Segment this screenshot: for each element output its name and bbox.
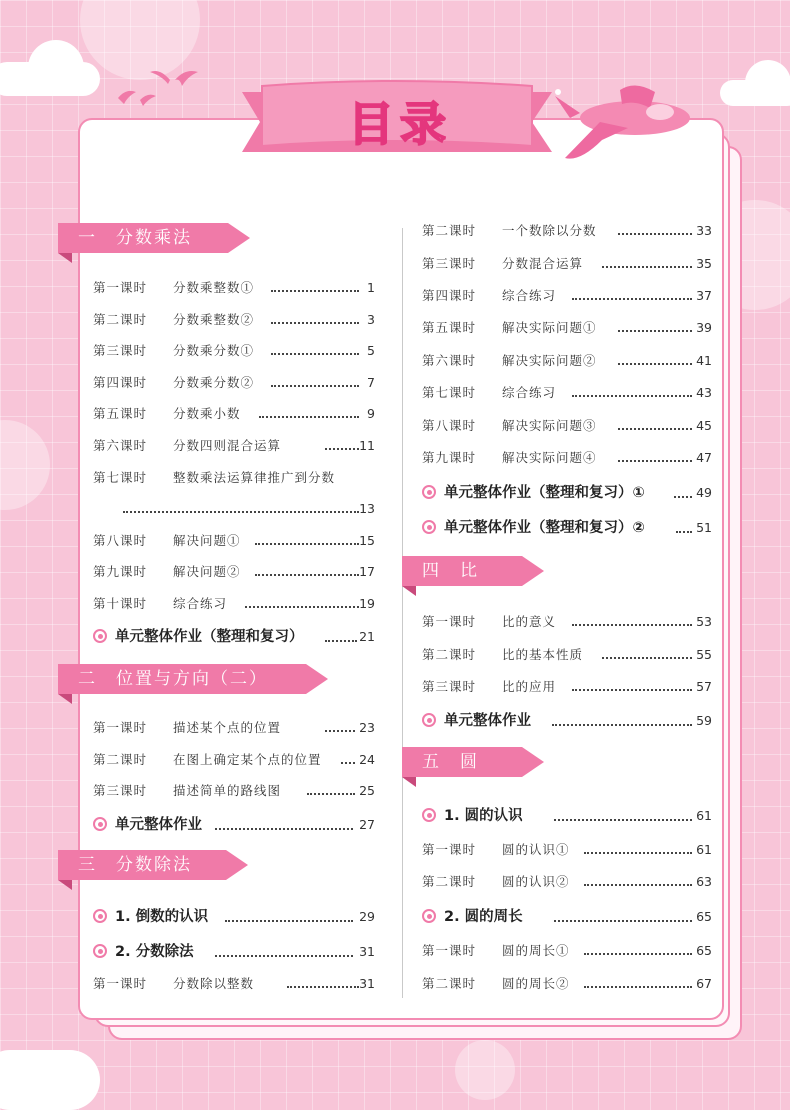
lesson-number: 第一课时 [93, 976, 148, 991]
circle-bullet-icon [93, 909, 107, 923]
circle-bullet-icon [93, 944, 107, 958]
lesson-topic: 综合练习 [173, 596, 228, 611]
lesson-topic: 分数乘分数① [173, 343, 255, 358]
page-number: 43 [696, 385, 712, 400]
subsection-entry[interactable] [422, 906, 712, 928]
section-title: 四 比 [422, 561, 479, 581]
lesson-topic: 描述简单的路线图 [173, 783, 282, 798]
page-number: 11 [359, 438, 375, 453]
page-title: 目录 [348, 97, 452, 151]
section-header [58, 223, 248, 253]
subsection-title: 1. 倒数的认识 [115, 909, 209, 925]
lesson-topic: 整数乘法运算律推广到分数 [173, 470, 336, 485]
section-title: 二 位置与方向（二） [78, 669, 268, 689]
lesson-topic: 综合练习 [502, 385, 557, 400]
lesson-number: 第二课时 [422, 874, 477, 889]
lesson-topic: 比的意义 [502, 614, 557, 629]
page-number: 51 [696, 520, 712, 535]
subsection-title: 2. 圆的周长 [444, 909, 523, 925]
page-number: 37 [696, 288, 712, 303]
unit-work-entry[interactable] [422, 710, 712, 732]
lesson-topic: 解决问题① [173, 533, 241, 548]
page-number: 17 [359, 564, 375, 579]
lesson-number: 第七课时 [422, 385, 477, 400]
lesson-topic: 解决实际问题④ [502, 450, 597, 465]
lesson-topic: 比的基本性质 [502, 647, 584, 662]
subsection-title: 1. 圆的认识 [444, 808, 523, 824]
lesson-number: 第二课时 [422, 223, 477, 238]
toc-entry[interactable] [422, 318, 712, 338]
page-number: 31 [359, 976, 375, 991]
page-number: 19 [359, 596, 375, 611]
subsection-entry[interactable] [422, 805, 712, 827]
lesson-topic: 一个数除以分数 [502, 223, 597, 238]
toc-entry[interactable] [422, 872, 712, 892]
toc-entry[interactable] [93, 750, 375, 770]
lesson-topic: 综合练习 [502, 288, 557, 303]
lesson-number: 第一课时 [422, 842, 477, 857]
toc-entry[interactable] [93, 310, 375, 330]
toc-entry[interactable] [93, 531, 375, 551]
lesson-topic: 解决实际问题② [502, 353, 597, 368]
airplane-icon [540, 78, 700, 168]
toc-entry[interactable] [93, 404, 375, 424]
circle-bullet-icon [422, 520, 436, 534]
lesson-topic: 描述某个点的位置 [173, 720, 282, 735]
lesson-topic: 分数混合运算 [502, 256, 584, 271]
page-number: 67 [696, 976, 712, 991]
section-header [402, 747, 552, 777]
lesson-number: 第二课时 [422, 976, 477, 991]
toc-entry[interactable] [422, 612, 712, 632]
page-number: 65 [696, 909, 712, 924]
lesson-topic: 解决问题② [173, 564, 241, 579]
page-number: 25 [359, 783, 375, 798]
toc-entry[interactable] [422, 383, 712, 403]
circle-bullet-icon [422, 485, 436, 499]
lesson-topic: 圆的周长② [502, 976, 570, 991]
circle-bullet-icon [422, 713, 436, 727]
page-number: 3 [367, 312, 375, 327]
lesson-topic: 在图上确定某个点的位置 [173, 752, 322, 767]
cloud-decor [28, 40, 84, 96]
lesson-number: 第一课时 [422, 614, 477, 629]
page-number: 23 [359, 720, 375, 735]
toc-entry-continued[interactable] [93, 499, 375, 519]
section-title: 五 圆 [422, 752, 479, 772]
toc-entry[interactable] [422, 221, 712, 241]
lesson-number: 第五课时 [93, 406, 148, 421]
toc-entry[interactable] [422, 254, 712, 274]
lesson-number: 第三课时 [422, 256, 477, 271]
toc-entry[interactable] [93, 781, 375, 801]
lesson-topic: 解决实际问题① [502, 320, 597, 335]
cloud-decor [0, 1050, 100, 1110]
unit-title: 单元整体作业（整理和复习）② [444, 520, 645, 536]
lesson-number: 第八课时 [93, 533, 148, 548]
toc-entry[interactable] [422, 677, 712, 697]
page-number: 55 [696, 647, 712, 662]
toc-entry[interactable] [93, 974, 375, 994]
page-number: 9 [367, 406, 375, 421]
lesson-number: 第十课时 [93, 596, 148, 611]
page-number: 49 [696, 485, 712, 500]
lesson-topic: 分数乘分数② [173, 375, 255, 390]
toc-entry[interactable] [93, 341, 375, 361]
page-number: 45 [696, 418, 712, 433]
toc-entry[interactable] [422, 286, 712, 306]
lesson-number: 第二课时 [93, 752, 148, 767]
page-number: 33 [696, 223, 712, 238]
page-number: 61 [696, 842, 712, 857]
lesson-topic: 比的应用 [502, 679, 557, 694]
lesson-number: 第八课时 [422, 418, 477, 433]
column-divider [402, 228, 403, 998]
lesson-topic: 圆的认识① [502, 842, 570, 857]
page-number: 59 [696, 713, 712, 728]
page-number: 29 [359, 909, 375, 924]
section-header [58, 664, 328, 694]
page-number: 27 [359, 817, 375, 832]
page-number: 39 [696, 320, 712, 335]
lesson-number: 第三课时 [93, 783, 148, 798]
unit-work-entry[interactable] [422, 482, 712, 504]
lesson-number: 第一课时 [93, 280, 148, 295]
page-number: 31 [359, 944, 375, 959]
unit-title: 单元整体作业 [444, 713, 531, 729]
page-number: 1 [367, 280, 375, 295]
toc-entry[interactable] [93, 562, 375, 582]
section-title: 三 分数除法 [78, 855, 192, 875]
lesson-number: 第五课时 [422, 320, 477, 335]
lesson-number: 第二课时 [422, 647, 477, 662]
lesson-number: 第二课时 [93, 312, 148, 327]
toc-entry[interactable] [93, 718, 375, 738]
circle-bullet-icon [422, 808, 436, 822]
page-number: 13 [359, 501, 375, 516]
lesson-number: 第四课时 [422, 288, 477, 303]
page-number: 21 [359, 629, 375, 644]
lesson-topic: 圆的认识② [502, 874, 570, 889]
lesson-topic: 分数四则混合运算 [173, 438, 282, 453]
lesson-number: 第四课时 [93, 375, 148, 390]
section-header [58, 850, 248, 880]
page-number: 24 [359, 752, 375, 767]
lesson-number: 第九课时 [422, 450, 477, 465]
cloud-decor [745, 60, 790, 106]
unit-title: 单元整体作业 [115, 817, 202, 833]
circle-bullet-icon [93, 629, 107, 643]
lesson-number: 第七课时 [93, 470, 148, 485]
page-number: 41 [696, 353, 712, 368]
toc-entry[interactable] [93, 278, 375, 298]
page-number: 57 [696, 679, 712, 694]
unit-work-entry[interactable] [93, 626, 375, 648]
toc-entry[interactable] [93, 468, 375, 488]
lesson-topic: 分数乘整数② [173, 312, 255, 327]
toc-entry[interactable] [422, 351, 712, 371]
page-number: 65 [696, 943, 712, 958]
toc-entry[interactable] [422, 840, 712, 860]
lesson-topic: 圆的周长① [502, 943, 570, 958]
page-number: 61 [696, 808, 712, 823]
page-number: 7 [367, 375, 375, 390]
subsection-entry[interactable] [93, 941, 375, 963]
page-number: 63 [696, 874, 712, 889]
section-title: 一 分数乘法 [78, 228, 192, 248]
page-number: 47 [696, 450, 712, 465]
toc-entry[interactable] [422, 645, 712, 665]
decor-bubble [0, 420, 50, 510]
decor-bubble [455, 1040, 515, 1100]
lesson-topic: 分数除以整数 [173, 976, 255, 991]
lesson-number: 第六课时 [422, 353, 477, 368]
page-number: 53 [696, 614, 712, 629]
lesson-number: 第六课时 [93, 438, 148, 453]
toc-entry[interactable] [422, 416, 712, 436]
toc-entry[interactable] [93, 436, 375, 456]
lesson-number: 第一课时 [422, 943, 477, 958]
lesson-number: 第三课时 [422, 679, 477, 694]
unit-title: 单元整体作业（整理和复习） [115, 629, 304, 645]
toc-entry[interactable] [93, 373, 375, 393]
unit-work-entry[interactable] [93, 814, 375, 836]
section-header [402, 556, 552, 586]
circle-bullet-icon [422, 909, 436, 923]
toc-entry[interactable] [93, 594, 375, 614]
circle-bullet-icon [93, 817, 107, 831]
unit-title: 单元整体作业（整理和复习）① [444, 485, 645, 501]
toc-entry[interactable] [422, 941, 712, 961]
toc-entry[interactable] [422, 974, 712, 994]
page-number: 5 [367, 343, 375, 358]
lesson-number: 第一课时 [93, 720, 148, 735]
lesson-number: 第三课时 [93, 343, 148, 358]
unit-work-entry[interactable] [422, 517, 712, 539]
subsection-entry[interactable] [93, 906, 375, 928]
lesson-number: 第九课时 [93, 564, 148, 579]
lesson-topic: 解决实际问题③ [502, 418, 597, 433]
page-number: 15 [359, 533, 375, 548]
lesson-topic: 分数乘小数 [173, 406, 241, 421]
toc-entry[interactable] [422, 448, 712, 468]
lesson-topic: 分数乘整数① [173, 280, 255, 295]
page-number: 35 [696, 256, 712, 271]
subsection-title: 2. 分数除法 [115, 944, 194, 960]
